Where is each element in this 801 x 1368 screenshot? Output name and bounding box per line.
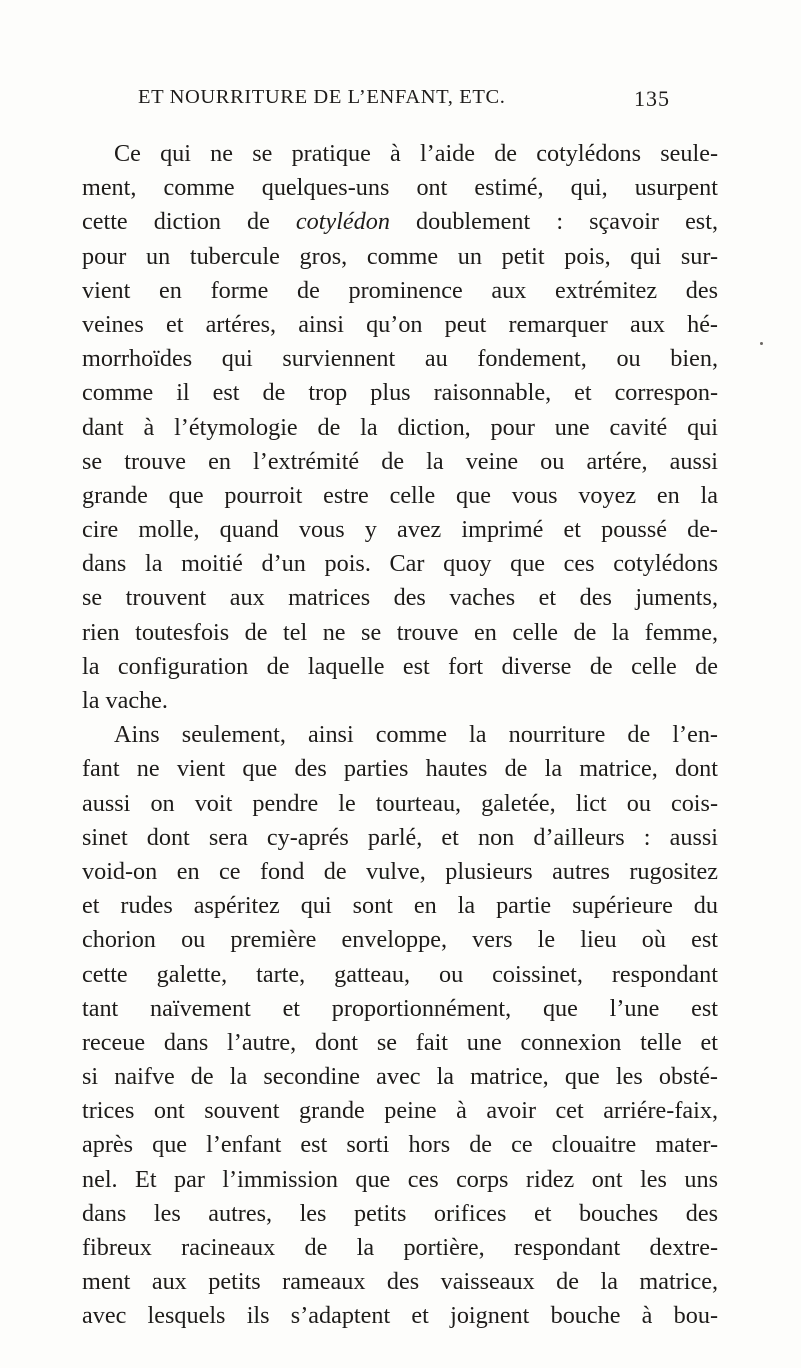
running-title: ET NOURRITURE DE L’ENFANT, ETC. [138,86,506,108]
text-line [82,684,718,718]
text-segment: avec lesquels ils s’adaptent et joignent bouche à bou- [82,1302,718,1330]
text-line [82,752,718,786]
body-text [82,137,718,1334]
text-line [82,240,718,274]
text-segment: morrhoïdes qui surviennent au fondement, ou bien, [82,345,718,373]
text-segment: void-on en ce fond de vulve, plusieurs autres rugositez [82,857,718,885]
text-segment: cette diction de [82,208,296,236]
text-line [82,205,718,239]
text-segment: pour un tubercule gros, comme un petit pois, qui sur- [82,242,718,270]
text-segment: se trouvent aux matrices des vaches et des juments, [82,584,718,612]
text-line [82,787,718,821]
text-line [82,1197,718,1231]
text-line [82,411,718,445]
italic-term: cotylédon [295,208,390,236]
text-line [82,889,718,923]
text-line [82,958,718,992]
text-line [82,1299,718,1333]
margin-speck [760,342,763,345]
text-line [82,581,718,615]
text-line [82,342,718,376]
text-segment: dant à l’étymologie de la diction, pour une cavité qui [82,413,718,441]
text-segment: tant naïvement et proportionnément, que l’une est [82,994,718,1022]
text-line [82,1094,718,1128]
text-line [82,616,718,650]
text-segment: doublement : sçavoir est, [389,208,718,236]
text-line [82,513,718,547]
text-segment: Ains seulement, ainsi comme la nourriture de l’en- [114,721,718,749]
text-segment: aussi on voit pendre le tourteau, galetée, lict ou cois- [82,789,718,817]
text-line [82,376,718,410]
text-segment: Ce qui ne se pratique à l’aide de cotylédons seule- [114,140,718,167]
text-line [82,308,718,342]
text-segment: et rudes aspéritez qui sont en la partie supérieure du [82,892,718,920]
running-head [138,86,670,116]
text-line [82,1163,718,1197]
text-segment: dans les autres, les petits orifices et bouches des [82,1199,718,1227]
text-segment: ment, comme quelques-uns ont estimé, qui, usurpent [82,174,718,202]
text-line [82,855,718,889]
text-segment: rien toutesfois de tel ne se trouve en celle de la femme, [82,618,718,646]
text-segment: receue dans l’autre, dont se fait une connexion telle et [82,1028,718,1056]
text-segment: si naifve de la secondine avec la matrice, que les obsté- [82,1063,718,1091]
text-line [82,479,718,513]
text-line [82,137,718,171]
text-segment: comme il est de trop plus raisonnable, et correspon- [82,379,718,407]
text-segment: fibreux racineaux de la portière, respondant dextre- [82,1234,718,1261]
text-line [82,1060,718,1094]
text-line [82,992,718,1026]
page-number: 135 [634,86,670,111]
text-segment: chorion ou première enveloppe, vers le lieu où est [82,926,718,954]
text-segment: nel. Et par l’immission que ces corps ridez ont les uns [82,1165,718,1193]
text-line [82,1026,718,1060]
text-segment: se trouve en l’extrémité de la veine ou artére, aussi [82,447,718,475]
text-segment: la vache. [82,687,168,714]
text-line [82,1128,718,1162]
text-segment: sinet dont sera cy-aprés parlé, et non d’ailleurs : aussi [82,823,718,851]
text-line [82,445,718,479]
text-segment: trices ont souvent grande peine à avoir cet arriére-faix, [82,1097,718,1125]
text-line [82,274,718,308]
text-segment: après que l’enfant est sorti hors de ce clouaitre mater- [82,1131,718,1159]
text-segment: vient en forme de prominence aux extrémitez des [82,276,718,304]
text-segment: grande que pourroit estre celle que vous voyez en la [82,481,718,509]
text-segment: la configuration de laquelle est fort diverse de celle de [82,652,718,680]
text-segment: veines et artéres, ainsi qu’on peut remarquer aux hé- [82,310,718,338]
text-line [82,1231,718,1265]
text-segment: cette galette, tarte, gatteau, ou coissinet, respondant [82,960,718,988]
text-line [82,1265,718,1299]
text-line [82,171,718,205]
text-line [82,650,718,684]
text-segment: cire molle, quand vous y avez imprimé et poussé de- [82,516,718,544]
text-line [82,547,718,581]
text-segment: ment aux petits rameaux des vaisseaux de la matrice, [82,1268,718,1296]
text-segment: dans la moitié d’un pois. Car quoy que ces cotylédons [82,550,718,578]
text-line [82,718,718,752]
text-segment: fant ne vient que des parties hautes de la matrice, dont [82,755,718,783]
text-line [82,923,718,957]
text-line [82,821,718,855]
